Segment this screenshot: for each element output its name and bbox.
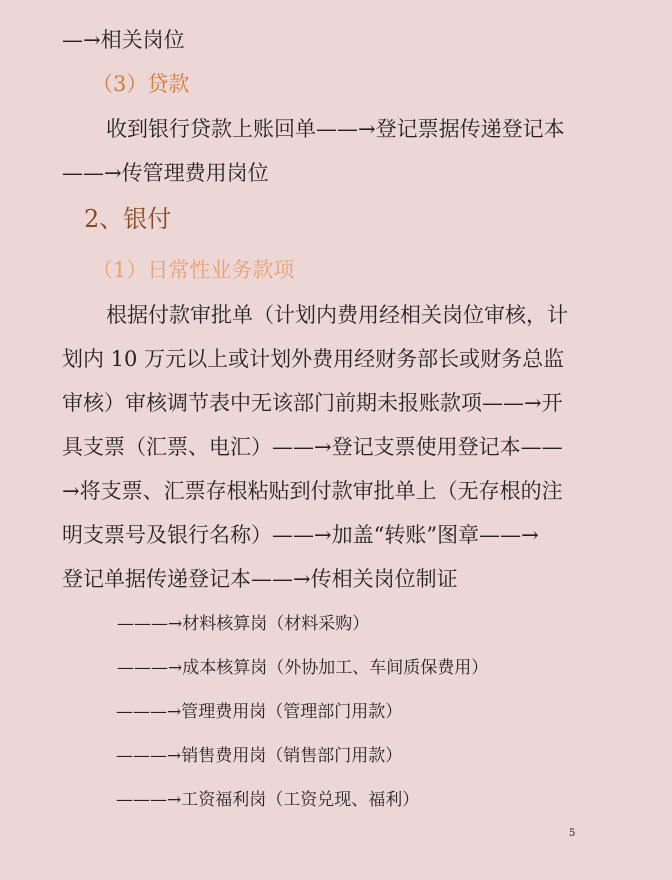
text-line: 收到银行贷款上账回单——→登记票据传递登记本 <box>106 117 565 141</box>
text-line: 登记单据传递登记本——→传相关岗位制证 <box>62 567 458 591</box>
sub-item: ———→销售费用岗（销售部门用款） <box>116 746 403 766</box>
text-line: —→相关岗位 <box>62 28 185 52</box>
text-line: 划内 10 万元以上或计划外费用经财务部长或财务总监 <box>62 347 565 371</box>
text-line: 审核）审核调节表中无该部门前期未报账款项——→开 <box>62 391 563 415</box>
section-heading-bank-payment: 2、银付 <box>84 205 172 233</box>
text-line: ——→传管理费用岗位 <box>62 161 269 185</box>
subheading-daily-payments: （1）日常性业务款项 <box>92 258 295 282</box>
text-line: 具支票（汇票、电汇）——→登记支票使用登记本—— <box>62 435 563 459</box>
sub-item: ———→材料核算岗（材料采购） <box>117 614 370 634</box>
sub-item: ———→成本核算岗（外协加工、车间质保费用） <box>117 658 489 678</box>
page-number: 5 <box>569 828 576 839</box>
sub-item: ———→管理费用岗（管理部门用款） <box>116 702 403 722</box>
text-line: 根据付款审批单（计划内费用经相关岗位审核，计 <box>106 303 568 327</box>
text-line: →将支票、汇票存根粘贴到付款审批单上（无存根的注 <box>62 479 563 503</box>
sub-item: ———→工资福利岗（工资兑现、福利） <box>116 790 420 810</box>
text-line: 明支票号及银行名称）——→加盖“转账”图章——→ <box>62 523 539 547</box>
subheading-loan: （3）贷款 <box>92 72 190 96</box>
